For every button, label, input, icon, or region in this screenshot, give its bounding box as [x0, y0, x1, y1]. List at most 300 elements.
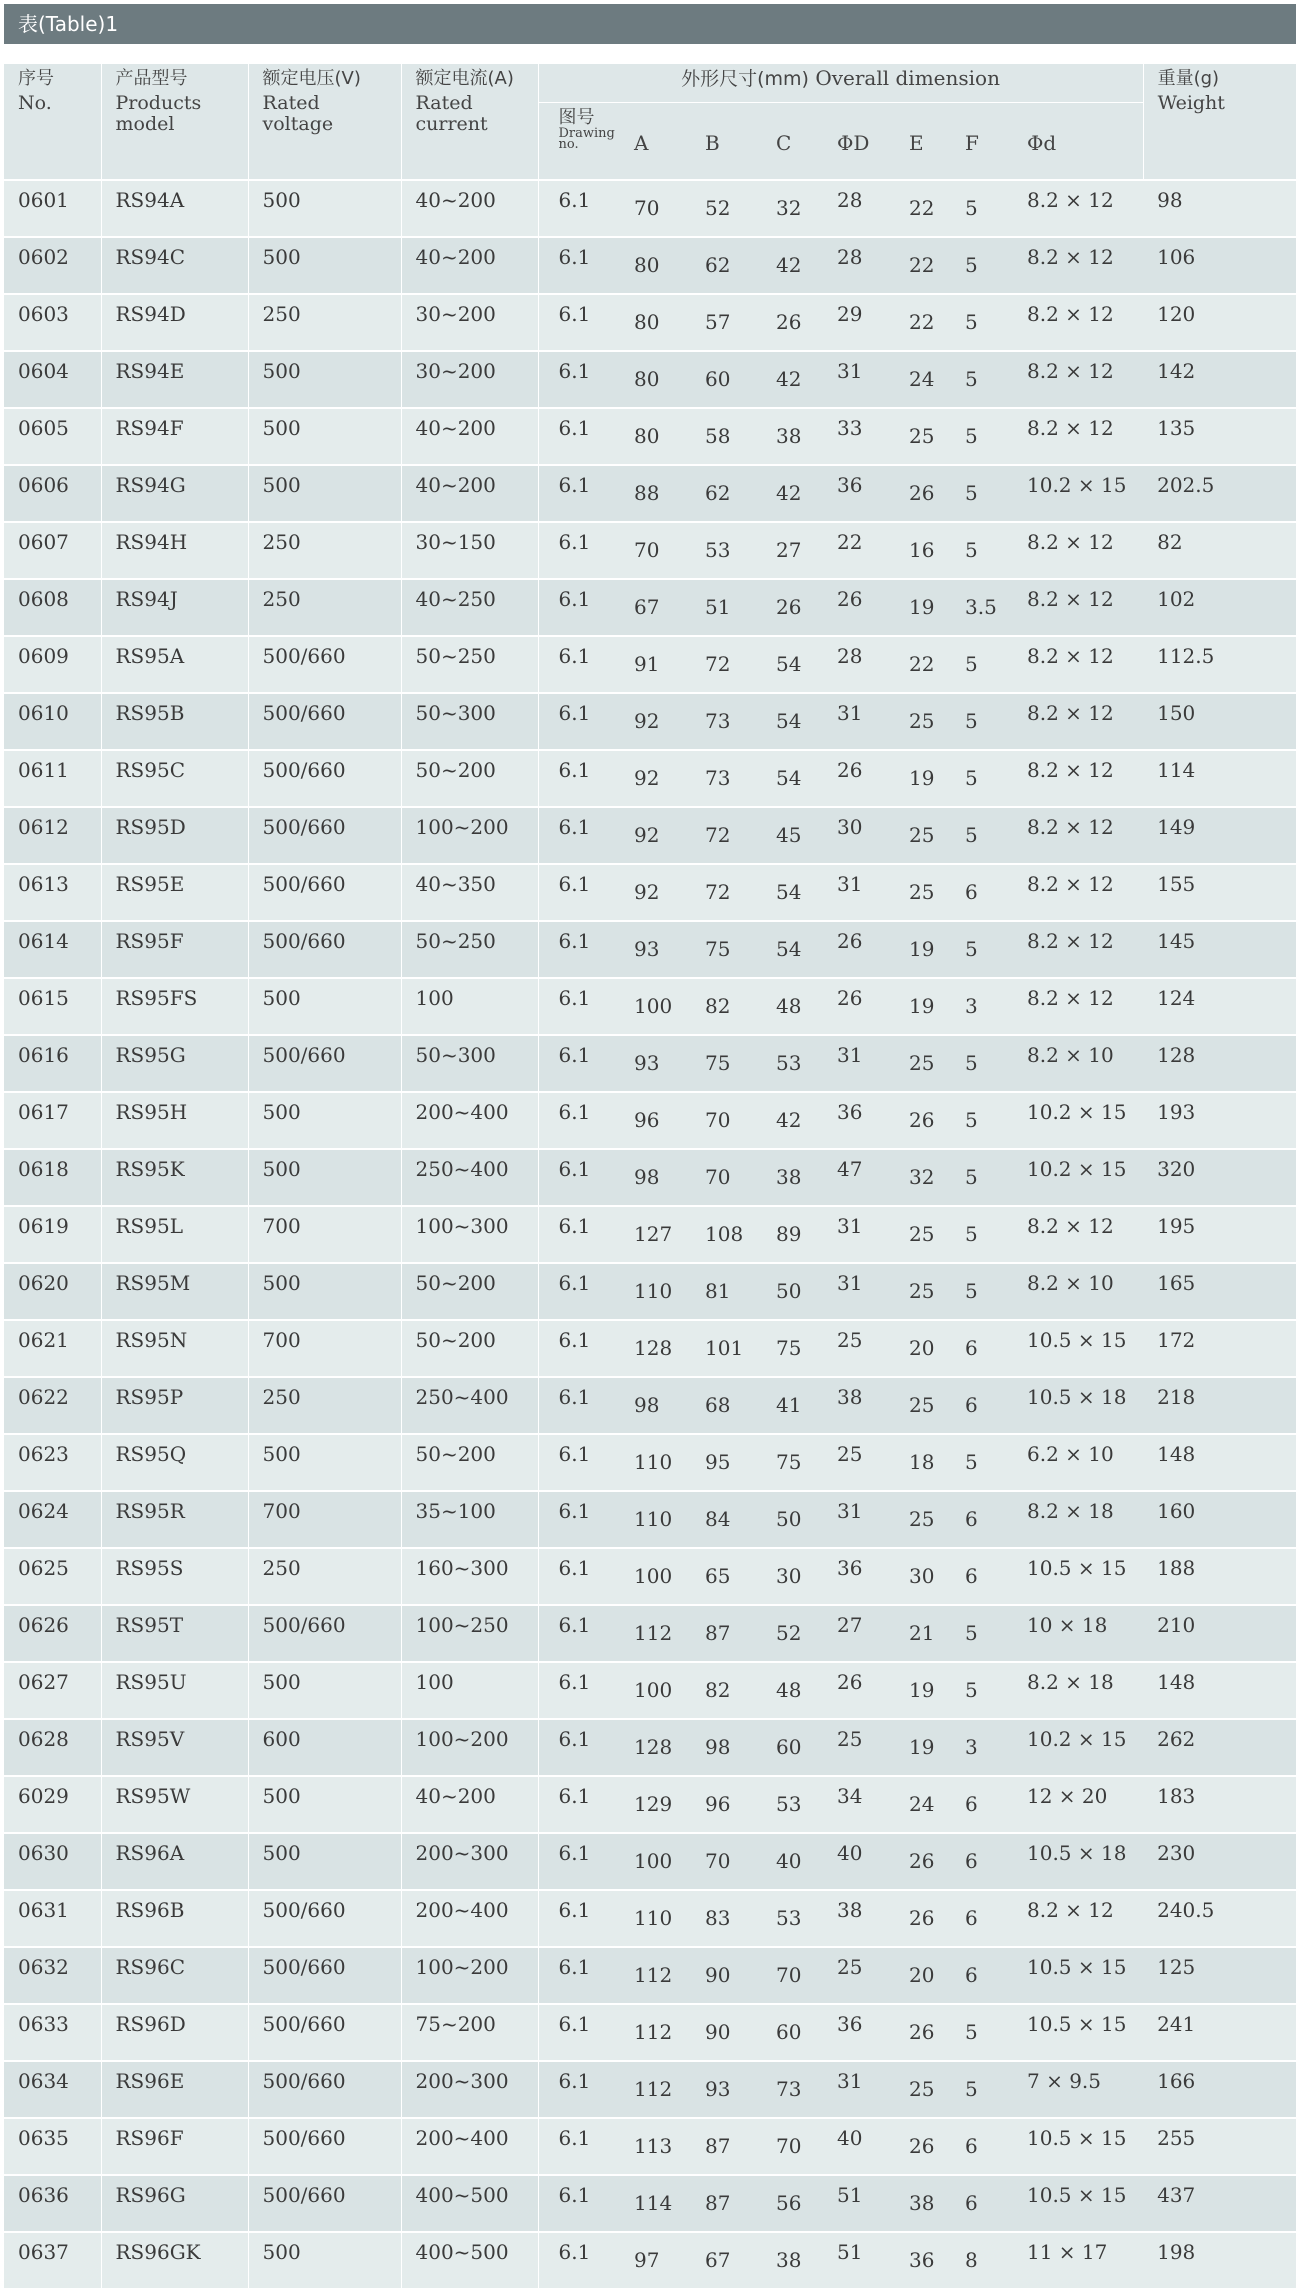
- header-current: [401, 64, 538, 180]
- cell-f: 3: [951, 978, 1013, 1035]
- table-row: [4, 465, 1296, 522]
- cell-phi-D: 31: [823, 1263, 895, 1320]
- cell-a: 98: [620, 1377, 691, 1434]
- cell-b: 58: [691, 408, 762, 465]
- cell-b: 75: [691, 921, 762, 978]
- cell-current: 50~200: [401, 1434, 538, 1491]
- cell-a: 128: [620, 1320, 691, 1377]
- cell-phi-d: 8.2 × 12: [1013, 180, 1143, 237]
- cell-model: RS95F: [101, 921, 248, 978]
- cell-drawing: 6.1: [538, 1035, 620, 1092]
- cell-model: RS95K: [101, 1149, 248, 1206]
- cell-c: 53: [762, 1776, 823, 1833]
- cell-weight: 120: [1143, 294, 1296, 351]
- table-row: [4, 921, 1296, 978]
- cell-voltage: 500: [248, 978, 401, 1035]
- cell-f: 6: [951, 1833, 1013, 1890]
- cell-b: 62: [691, 237, 762, 294]
- cell-weight: 160: [1143, 1491, 1296, 1548]
- cell-phi-D: 51: [823, 2232, 895, 2288]
- table-row: [4, 693, 1296, 750]
- cell-drawing: 6.1: [538, 978, 620, 1035]
- cell-voltage: 500/660: [248, 1947, 401, 2004]
- cell-drawing: 6.1: [538, 1776, 620, 1833]
- cell-a: 110: [620, 1890, 691, 1947]
- cell-c: 48: [762, 1662, 823, 1719]
- cell-a: 113: [620, 2118, 691, 2175]
- cell-weight: 106: [1143, 237, 1296, 294]
- cell-current: 100~250: [401, 1605, 538, 1662]
- table-body: [4, 180, 1296, 2288]
- cell-phi-D: 27: [823, 1605, 895, 1662]
- cell-no: 0605: [4, 408, 101, 465]
- cell-c: 42: [762, 237, 823, 294]
- cell-no: 0636: [4, 2175, 101, 2232]
- cell-drawing: 6.1: [538, 921, 620, 978]
- cell-phi-d: 10.5 × 15: [1013, 1548, 1143, 1605]
- header-drawing: [538, 103, 620, 181]
- cell-f: 6: [951, 864, 1013, 921]
- cell-phi-D: 36: [823, 1548, 895, 1605]
- cell-phi-D: 26: [823, 750, 895, 807]
- cell-phi-D: 26: [823, 1662, 895, 1719]
- cell-a: 100: [620, 1833, 691, 1890]
- cell-model: RS95W: [101, 1776, 248, 1833]
- cell-phi-D: 34: [823, 1776, 895, 1833]
- cell-no: 0633: [4, 2004, 101, 2061]
- cell-e: 30: [895, 1548, 951, 1605]
- cell-f: 5: [951, 2061, 1013, 2118]
- cell-current: 50~250: [401, 636, 538, 693]
- cell-voltage: 500/660: [248, 2004, 401, 2061]
- cell-a: 88: [620, 465, 691, 522]
- cell-f: 5: [951, 636, 1013, 693]
- table-row: [4, 180, 1296, 237]
- table-row: [4, 1491, 1296, 1548]
- cell-weight: 320: [1143, 1149, 1296, 1206]
- cell-no: 0620: [4, 1263, 101, 1320]
- cell-drawing: 6.1: [538, 1263, 620, 1320]
- cell-b: 53: [691, 522, 762, 579]
- header-c: C: [762, 103, 823, 181]
- cell-e: 38: [895, 2175, 951, 2232]
- cell-c: 30: [762, 1548, 823, 1605]
- cell-e: 22: [895, 294, 951, 351]
- cell-c: 53: [762, 1890, 823, 1947]
- cell-voltage: 500/660: [248, 2118, 401, 2175]
- cell-drawing: 6.1: [538, 1833, 620, 1890]
- cell-no: 0608: [4, 579, 101, 636]
- cell-f: 6: [951, 1491, 1013, 1548]
- header-phi-D: ΦD: [823, 103, 895, 181]
- cell-f: 5: [951, 1263, 1013, 1320]
- cell-phi-D: 25: [823, 1434, 895, 1491]
- cell-no: 0619: [4, 1206, 101, 1263]
- cell-current: 40~200: [401, 1776, 538, 1833]
- cell-no: 0603: [4, 294, 101, 351]
- cell-f: 5: [951, 1434, 1013, 1491]
- cell-a: 100: [620, 978, 691, 1035]
- cell-b: 68: [691, 1377, 762, 1434]
- table-row: [4, 1719, 1296, 1776]
- header-dimension: [538, 64, 1143, 103]
- cell-no: 0613: [4, 864, 101, 921]
- cell-phi-D: 38: [823, 1890, 895, 1947]
- cell-model: RS95G: [101, 1035, 248, 1092]
- table-row: [4, 1206, 1296, 1263]
- cell-voltage: 500/660: [248, 1890, 401, 1947]
- cell-voltage: 500: [248, 1434, 401, 1491]
- table-row: [4, 978, 1296, 1035]
- cell-voltage: 500/660: [248, 807, 401, 864]
- cell-c: 54: [762, 750, 823, 807]
- cell-b: 73: [691, 750, 762, 807]
- cell-voltage: 500: [248, 1092, 401, 1149]
- cell-drawing: 6.1: [538, 2118, 620, 2175]
- cell-voltage: 700: [248, 1491, 401, 1548]
- cell-f: 5: [951, 237, 1013, 294]
- cell-e: 25: [895, 1377, 951, 1434]
- cell-phi-d: 10.5 × 18: [1013, 1833, 1143, 1890]
- cell-current: 200~400: [401, 2118, 538, 2175]
- cell-voltage: 500: [248, 180, 401, 237]
- cell-c: 52: [762, 1605, 823, 1662]
- cell-phi-d: 12 × 20: [1013, 1776, 1143, 1833]
- cell-current: 100~300: [401, 1206, 538, 1263]
- cell-c: 32: [762, 180, 823, 237]
- cell-b: 108: [691, 1206, 762, 1263]
- cell-drawing: 6.1: [538, 2061, 620, 2118]
- cell-voltage: 250: [248, 294, 401, 351]
- header-weight-en: Weight: [1157, 92, 1225, 114]
- cell-weight: 135: [1143, 408, 1296, 465]
- cell-a: 127: [620, 1206, 691, 1263]
- table-row: [4, 1947, 1296, 2004]
- cell-b: 72: [691, 807, 762, 864]
- cell-b: 70: [691, 1092, 762, 1149]
- cell-e: 22: [895, 180, 951, 237]
- cell-drawing: 6.1: [538, 693, 620, 750]
- cell-c: 41: [762, 1377, 823, 1434]
- cell-current: 100~200: [401, 1719, 538, 1776]
- cell-weight: 82: [1143, 522, 1296, 579]
- header-drawing-en2: no.: [558, 137, 579, 152]
- cell-no: 0614: [4, 921, 101, 978]
- cell-model: RS95B: [101, 693, 248, 750]
- table-title: 表(Table)1: [4, 4, 1296, 44]
- cell-e: 19: [895, 1662, 951, 1719]
- cell-drawing: 6.1: [538, 807, 620, 864]
- cell-phi-d: 8.2 × 12: [1013, 636, 1143, 693]
- cell-e: 24: [895, 351, 951, 408]
- cell-drawing: 6.1: [538, 864, 620, 921]
- cell-voltage: 250: [248, 579, 401, 636]
- cell-drawing: 6.1: [538, 2004, 620, 2061]
- cell-weight: 142: [1143, 351, 1296, 408]
- header-weight-cn: 重量(g): [1157, 68, 1220, 89]
- spec-table: [4, 64, 1296, 2288]
- cell-model: RS96C: [101, 1947, 248, 2004]
- cell-phi-D: 40: [823, 2118, 895, 2175]
- cell-drawing: 6.1: [538, 750, 620, 807]
- cell-b: 90: [691, 2004, 762, 2061]
- cell-e: 26: [895, 2118, 951, 2175]
- cell-no: 0609: [4, 636, 101, 693]
- cell-phi-D: 25: [823, 1719, 895, 1776]
- cell-f: 5: [951, 1605, 1013, 1662]
- cell-e: 26: [895, 1833, 951, 1890]
- cell-model: RS94E: [101, 351, 248, 408]
- header-weight: [1143, 64, 1296, 180]
- cell-voltage: 500/660: [248, 864, 401, 921]
- cell-voltage: 500/660: [248, 2061, 401, 2118]
- cell-phi-d: 10.5 × 15: [1013, 1947, 1143, 2004]
- header-dimension-en: Overall dimension: [815, 66, 1000, 90]
- cell-b: 73: [691, 693, 762, 750]
- cell-model: RS96D: [101, 2004, 248, 2061]
- cell-c: 75: [762, 1320, 823, 1377]
- cell-phi-D: 40: [823, 1833, 895, 1890]
- header-no-en: No.: [18, 92, 52, 114]
- table-row: [4, 351, 1296, 408]
- cell-e: 25: [895, 1206, 951, 1263]
- table-row: [4, 2061, 1296, 2118]
- cell-e: 19: [895, 750, 951, 807]
- header-voltage-en1: Rated: [262, 92, 320, 114]
- cell-c: 75: [762, 1434, 823, 1491]
- header-drawing-cn: 图号: [558, 107, 595, 128]
- cell-c: 89: [762, 1206, 823, 1263]
- cell-current: 250~400: [401, 1149, 538, 1206]
- header-a: A: [620, 103, 691, 181]
- cell-phi-D: 33: [823, 408, 895, 465]
- cell-weight: 255: [1143, 2118, 1296, 2175]
- cell-no: 0622: [4, 1377, 101, 1434]
- cell-phi-D: 31: [823, 1206, 895, 1263]
- cell-no: 0635: [4, 2118, 101, 2175]
- header-b: B: [691, 103, 762, 181]
- cell-e: 25: [895, 1491, 951, 1548]
- cell-e: 26: [895, 1890, 951, 1947]
- cell-drawing: 6.1: [538, 351, 620, 408]
- table-row: [4, 2232, 1296, 2288]
- cell-a: 98: [620, 1149, 691, 1206]
- cell-no: 0627: [4, 1662, 101, 1719]
- cell-current: 200~400: [401, 1890, 538, 1947]
- cell-no: 0604: [4, 351, 101, 408]
- cell-f: 6: [951, 1890, 1013, 1947]
- cell-voltage: 500: [248, 1833, 401, 1890]
- cell-drawing: 6.1: [538, 237, 620, 294]
- cell-no: 0612: [4, 807, 101, 864]
- cell-no: 0617: [4, 1092, 101, 1149]
- header-no-cn: 序号: [18, 68, 54, 89]
- cell-f: 5: [951, 750, 1013, 807]
- cell-e: 26: [895, 465, 951, 522]
- table-header: [4, 64, 1296, 180]
- cell-weight: 148: [1143, 1434, 1296, 1491]
- cell-model: RS95N: [101, 1320, 248, 1377]
- cell-e: 25: [895, 2061, 951, 2118]
- cell-e: 36: [895, 2232, 951, 2288]
- cell-voltage: 500/660: [248, 1605, 401, 1662]
- table-row: [4, 807, 1296, 864]
- cell-voltage: 500: [248, 1776, 401, 1833]
- cell-f: 5: [951, 522, 1013, 579]
- table-row: [4, 1149, 1296, 1206]
- cell-phi-d: 10.5 × 15: [1013, 2004, 1143, 2061]
- cell-phi-D: 28: [823, 180, 895, 237]
- cell-model: RS94C: [101, 237, 248, 294]
- cell-a: 92: [620, 864, 691, 921]
- cell-c: 40: [762, 1833, 823, 1890]
- cell-a: 112: [620, 2061, 691, 2118]
- cell-current: 250~400: [401, 1377, 538, 1434]
- cell-phi-D: 25: [823, 1947, 895, 2004]
- cell-drawing: 6.1: [538, 1605, 620, 1662]
- cell-weight: 230: [1143, 1833, 1296, 1890]
- cell-phi-d: 11 × 17: [1013, 2232, 1143, 2288]
- header-model-en1: Products: [115, 92, 202, 114]
- cell-e: 22: [895, 237, 951, 294]
- cell-a: 67: [620, 579, 691, 636]
- cell-f: 5: [951, 1206, 1013, 1263]
- cell-weight: 172: [1143, 1320, 1296, 1377]
- cell-phi-D: 29: [823, 294, 895, 351]
- cell-voltage: 500: [248, 351, 401, 408]
- cell-model: RS95D: [101, 807, 248, 864]
- cell-f: 5: [951, 408, 1013, 465]
- cell-current: 100: [401, 978, 538, 1035]
- cell-a: 112: [620, 2004, 691, 2061]
- cell-a: 80: [620, 294, 691, 351]
- cell-weight: 240.5: [1143, 1890, 1296, 1947]
- cell-no: 0631: [4, 1890, 101, 1947]
- cell-weight: 112.5: [1143, 636, 1296, 693]
- cell-b: 84: [691, 1491, 762, 1548]
- cell-a: 110: [620, 1491, 691, 1548]
- cell-c: 48: [762, 978, 823, 1035]
- cell-f: 5: [951, 693, 1013, 750]
- cell-no: 0616: [4, 1035, 101, 1092]
- cell-voltage: 500/660: [248, 921, 401, 978]
- cell-f: 5: [951, 921, 1013, 978]
- cell-phi-D: 31: [823, 2061, 895, 2118]
- cell-a: 80: [620, 351, 691, 408]
- cell-phi-d: 10.5 × 18: [1013, 1377, 1143, 1434]
- cell-f: 3.5: [951, 579, 1013, 636]
- cell-weight: 150: [1143, 693, 1296, 750]
- cell-model: RS95Q: [101, 1434, 248, 1491]
- cell-c: 70: [762, 1947, 823, 2004]
- cell-phi-D: 28: [823, 636, 895, 693]
- table-row: [4, 1890, 1296, 1947]
- cell-e: 18: [895, 1434, 951, 1491]
- cell-weight: 262: [1143, 1719, 1296, 1776]
- header-current-en1: Rated: [415, 92, 473, 114]
- cell-weight: 198: [1143, 2232, 1296, 2288]
- cell-phi-d: 8.2 × 18: [1013, 1491, 1143, 1548]
- cell-current: 40~200: [401, 408, 538, 465]
- header-dimension-cn: 外形尺寸(mm): [681, 68, 809, 90]
- cell-drawing: 6.1: [538, 1149, 620, 1206]
- cell-phi-d: 8.2 × 12: [1013, 978, 1143, 1035]
- cell-phi-d: 8.2 × 12: [1013, 294, 1143, 351]
- cell-no: 0615: [4, 978, 101, 1035]
- cell-no: 0634: [4, 2061, 101, 2118]
- cell-no: 0602: [4, 237, 101, 294]
- cell-model: RS94D: [101, 294, 248, 351]
- cell-e: 16: [895, 522, 951, 579]
- cell-phi-D: 36: [823, 465, 895, 522]
- cell-a: 80: [620, 408, 691, 465]
- cell-phi-D: 36: [823, 2004, 895, 2061]
- header-model-en2: model: [115, 113, 175, 135]
- cell-weight: 128: [1143, 1035, 1296, 1092]
- cell-e: 26: [895, 1092, 951, 1149]
- table-row: [4, 636, 1296, 693]
- cell-phi-d: 8.2 × 10: [1013, 1263, 1143, 1320]
- cell-phi-D: 31: [823, 864, 895, 921]
- table-row: [4, 2004, 1296, 2061]
- cell-phi-d: 8.2 × 12: [1013, 579, 1143, 636]
- cell-weight: 188: [1143, 1548, 1296, 1605]
- cell-drawing: 6.1: [538, 408, 620, 465]
- cell-c: 73: [762, 2061, 823, 2118]
- cell-a: 110: [620, 1434, 691, 1491]
- cell-current: 100~200: [401, 1947, 538, 2004]
- cell-e: 25: [895, 807, 951, 864]
- cell-weight: 166: [1143, 2061, 1296, 2118]
- cell-weight: 145: [1143, 921, 1296, 978]
- cell-phi-d: 8.2 × 12: [1013, 750, 1143, 807]
- cell-current: 200~300: [401, 2061, 538, 2118]
- cell-phi-D: 38: [823, 1377, 895, 1434]
- cell-phi-d: 8.2 × 12: [1013, 1206, 1143, 1263]
- cell-voltage: 500: [248, 1263, 401, 1320]
- cell-b: 65: [691, 1548, 762, 1605]
- cell-no: 0625: [4, 1548, 101, 1605]
- cell-phi-D: 28: [823, 237, 895, 294]
- header-drawing-en1: Drawing: [558, 126, 615, 141]
- cell-e: 25: [895, 1263, 951, 1320]
- cell-model: RS95U: [101, 1662, 248, 1719]
- cell-no: 0607: [4, 522, 101, 579]
- table-row: [4, 1320, 1296, 1377]
- table-row: [4, 579, 1296, 636]
- cell-c: 38: [762, 1149, 823, 1206]
- cell-drawing: 6.1: [538, 1434, 620, 1491]
- cell-no: 0632: [4, 1947, 101, 2004]
- cell-c: 42: [762, 1092, 823, 1149]
- cell-b: 81: [691, 1263, 762, 1320]
- cell-b: 52: [691, 180, 762, 237]
- cell-drawing: 6.1: [538, 1320, 620, 1377]
- cell-model: RS95M: [101, 1263, 248, 1320]
- table-row: [4, 1377, 1296, 1434]
- header-voltage-en2: voltage: [262, 113, 334, 135]
- cell-weight: 124: [1143, 978, 1296, 1035]
- cell-b: 62: [691, 465, 762, 522]
- cell-e: 19: [895, 921, 951, 978]
- cell-voltage: 250: [248, 1377, 401, 1434]
- cell-weight: 218: [1143, 1377, 1296, 1434]
- cell-b: 101: [691, 1320, 762, 1377]
- cell-a: 80: [620, 237, 691, 294]
- cell-a: 100: [620, 1662, 691, 1719]
- cell-phi-D: 26: [823, 978, 895, 1035]
- cell-model: RS96F: [101, 2118, 248, 2175]
